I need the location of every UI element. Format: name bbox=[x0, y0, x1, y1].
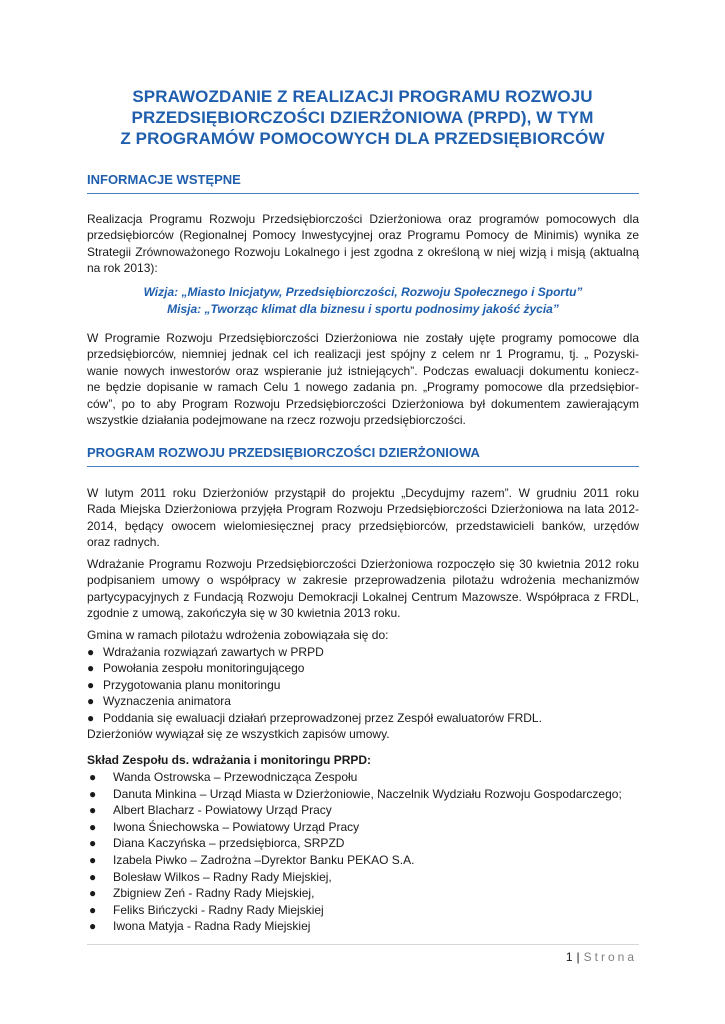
bullet-icon: ● bbox=[89, 819, 97, 834]
paragraph-line: partycypacyjnych z Fundacją Rozwoju Demokracji Lokalnej Centrum Mazowsze. Współpraca z FRDL, bbox=[87, 589, 639, 604]
vision-mission bbox=[87, 284, 639, 318]
paragraph-line: ne będzie dopisanie w ramach Celu 1 nowego zadania pn. „Programy pomocowe dla przedsiębior- bbox=[87, 380, 639, 395]
bullet-icon: ● bbox=[87, 645, 95, 659]
bullet-icon: ● bbox=[89, 803, 97, 818]
bullet-icon: ● bbox=[89, 919, 97, 934]
intro-line: przedsiębiorców (Regionalnej Pomocy Inwestycyjnej oraz Programu Pomocy de Minimis) wynika ze bbox=[87, 228, 639, 243]
team-heading: Skład Zespołu ds. wdrażania i monitoringu PRPD: bbox=[87, 753, 372, 767]
paragraph-line: W lutym 2011 roku Dzierżoniów przystąpił do projektu „Decydujmy razem”. W grudniu 2011 roku bbox=[87, 486, 639, 500]
bullet-icon: ● bbox=[87, 694, 95, 709]
paragraph-line: podpisaniem umowy o współpracy w zakresie przeprowadzenia pilotażu wdrożenia mechanizmów bbox=[87, 573, 639, 588]
bullet-icon: ● bbox=[87, 677, 95, 692]
paragraph-line: W Programie Rozwoju Przedsiębiorczości Dzierżoniowa nie zostały ujęte programy pomocowe dla bbox=[87, 331, 639, 345]
obligations-list bbox=[87, 644, 639, 726]
intro-line: Strategii Zrównoważonego Rozwoju Lokalnego i jest zgodna z określoną w niej wizją i misją (aktualną bbox=[87, 244, 639, 259]
document-title bbox=[60, 86, 665, 149]
list-item: ● Zbigniew Zeń - Radny Rady Miejskiej, bbox=[89, 886, 315, 901]
paragraph-line: wszystkie działania podejmowane na rzecz rozwoju przedsiębiorczości. bbox=[87, 413, 466, 428]
bullet-icon: ● bbox=[89, 886, 97, 901]
team-list bbox=[87, 769, 639, 935]
implementation-paragraph bbox=[87, 556, 639, 622]
list-item: ● Albert Blacharz - Powiatowy Urząd Pracy bbox=[89, 803, 332, 818]
page-footer bbox=[566, 950, 637, 964]
paragraph-line: przedsiębiorców, niemniej jednak cel ich realizacji jest spójny z celem nr 1 Programu, tj. „ Pozyski- bbox=[87, 347, 639, 362]
bullet-icon: ● bbox=[87, 661, 95, 676]
paragraph-line: ców”, po to aby Program Rozwoju Przedsiębiorczości Dzierżoniowa był dokumentem zawierającym bbox=[87, 396, 639, 411]
vision-statement: Wizja: „Miasto Inicjatyw, Przedsiębiorczości, Rozwoju Społecznego i Sportu” bbox=[143, 285, 583, 299]
paragraph-line: Rada Miejska Dzierżoniowa przyjęła Program Rozwoju Przedsiębiorczości Dzierżoniowa na lata 2012- bbox=[87, 502, 639, 517]
title-line-2: PRZEDSIĘBIORCZOŚCI DZIERŻONIOWA (PRPD), W TYM bbox=[131, 108, 594, 127]
bullet-icon: ● bbox=[89, 852, 97, 867]
paragraph-line: oraz radnych. bbox=[87, 535, 160, 550]
footer-separator: | bbox=[576, 950, 580, 964]
obligations-intro: Gmina w ramach pilotażu wdrożenia zobowiązała się do: bbox=[87, 628, 389, 642]
intro-paragraph bbox=[87, 211, 639, 277]
programme-note-paragraph bbox=[87, 330, 639, 428]
bullet-icon: ● bbox=[89, 786, 97, 801]
list-item: ● Poddania się ewaluacji działań przeprowadzonej przez Zespół ewaluatorów FRDL. bbox=[87, 710, 542, 725]
section-heading-programme: PROGRAM ROZWOJU PRZEDSIĘBIORCZOŚCI DZIERŻONIOWA bbox=[87, 445, 639, 467]
list-item: ● Wyznaczenia animatora bbox=[87, 694, 231, 709]
paragraph-line: Wdrażanie Programu Rozwoju Przedsiębiorczości Dzierżoniowa rozpoczęło się 30 kwietnia 2012 roku bbox=[87, 557, 639, 571]
intro-line: na rok 2013): bbox=[87, 261, 158, 276]
mission-statement: Misja: „Tworząc klimat dla biznesu i sportu podnosimy jakość życia” bbox=[167, 302, 559, 316]
list-item: ● Powołania zespołu monitoringującego bbox=[87, 661, 305, 676]
paragraph-line: zgodnie z umową, zakończyła się w 30 kwietnia 2013 roku. bbox=[87, 606, 401, 621]
list-item: ● Diana Kaczyńska – przedsiębiorca, SRPZD bbox=[89, 836, 345, 851]
list-item: ● Feliks Bińczycki - Radny Rady Miejskiej bbox=[89, 902, 324, 917]
obligations-outro: Dzierżoniów wywiązał się ze wszystkich zapisów umowy. bbox=[87, 727, 390, 741]
intro-line: Realizacja Programu Rozwoju Przedsiębiorczości Dzierżoniowa oraz programów pomocowych dla bbox=[87, 212, 639, 226]
bullet-icon: ● bbox=[89, 836, 97, 851]
bullet-icon: ● bbox=[89, 902, 97, 917]
bullet-icon: ● bbox=[87, 710, 95, 725]
list-item: ● Wanda Ostrowska – Przewodnicząca Zespołu bbox=[89, 770, 358, 784]
title-line-3: Z PROGRAMÓW POMOCOWYCH DLA PRZEDSIĘBIORCÓW bbox=[120, 129, 605, 148]
list-item: ● Danuta Minkina – Urząd Miasta w Dzierżoniowie, Naczelnik Wydziału Rozwoju Gospodarczego; bbox=[89, 786, 622, 801]
paragraph-line: wanie nowych inwestorów oraz wspieranie już istniejących”. Podczas ewaluacji dokumentu koniecz- bbox=[87, 363, 639, 378]
footer-divider bbox=[87, 944, 639, 945]
footer-page-word: Strona bbox=[583, 950, 637, 964]
section-heading-introduction: INFORMACJE WSTĘPNE bbox=[87, 172, 639, 194]
list-item: ● Iwona Matyja - Radna Rady Miejskiej bbox=[89, 919, 311, 934]
title-line-1: SPRAWOZDANIE Z REALIZACJI PROGRAMU ROZWOJU bbox=[132, 87, 593, 106]
list-item: ● Wdrażania rozwiązań zawartych w PRPD bbox=[87, 645, 324, 659]
bullet-icon: ● bbox=[89, 770, 97, 784]
history-paragraph bbox=[87, 485, 639, 551]
bullet-icon: ● bbox=[89, 869, 97, 884]
list-item: ● Iwona Śniechowska – Powiatowy Urząd Pracy bbox=[89, 819, 360, 834]
page-number: 1 bbox=[565, 950, 573, 964]
list-item: ● Przygotowania planu monitoringu bbox=[87, 677, 281, 692]
list-item: ● Izabela Piwko – Zadrożna –Dyrektor Banku PEKAO S.A. bbox=[89, 852, 415, 867]
list-item: ● Bolesław Wilkos – Radny Rady Miejskiej, bbox=[89, 869, 332, 884]
paragraph-line: 2014, będący owocem wielomiesięcznej pracy przedsiębiorców, przedstawicieli banków, urzędów bbox=[87, 518, 639, 533]
